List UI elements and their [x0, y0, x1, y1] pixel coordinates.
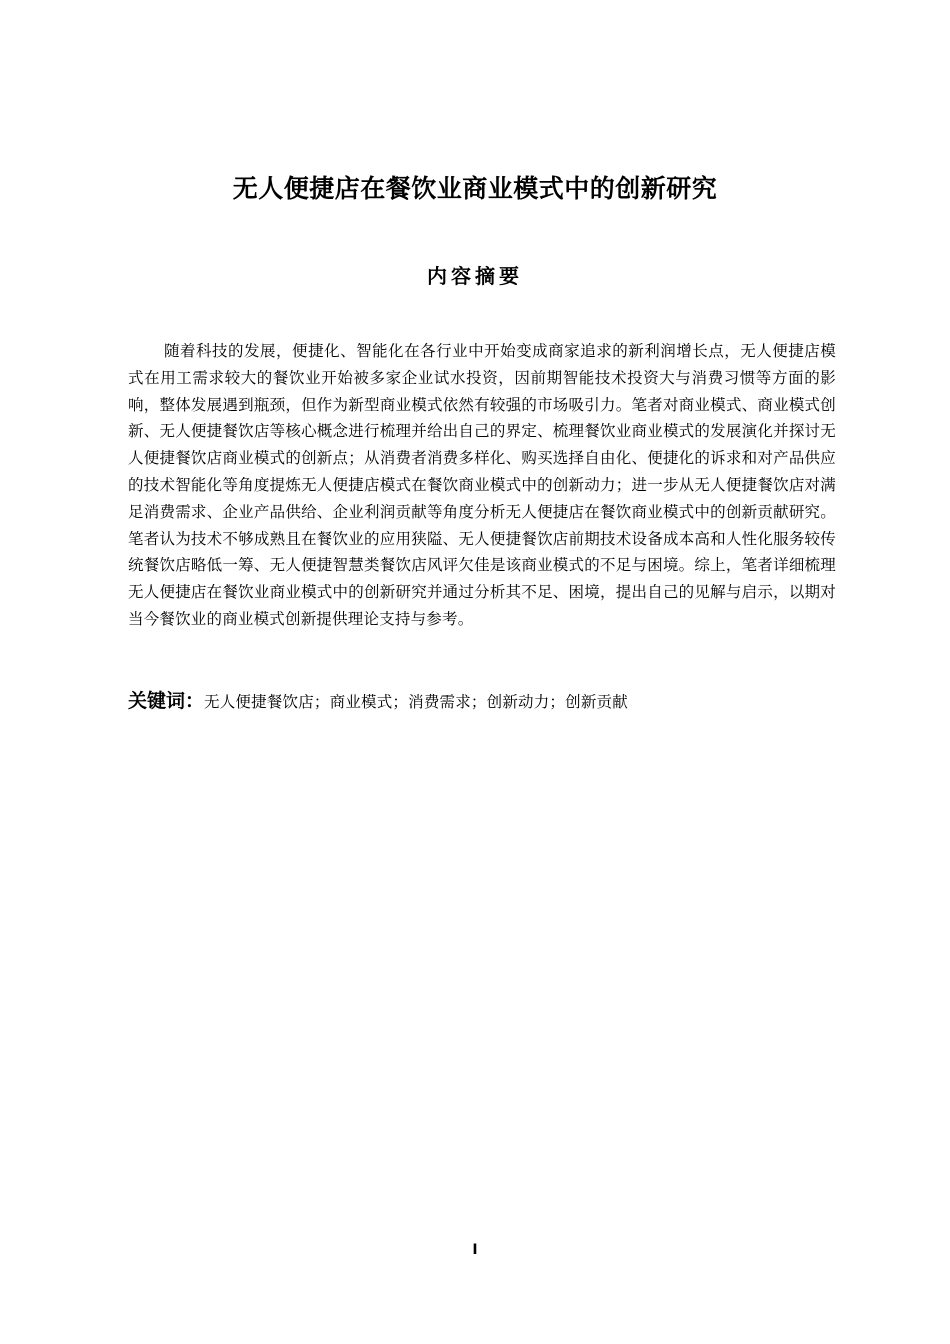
keywords-line — [128, 686, 836, 717]
keywords-label: 关键词： — [128, 690, 205, 712]
abstract-heading: 内容摘要 — [427, 264, 523, 288]
abstract-paragraph: 随着科技的发展，便捷化、智能化在各行业中开始变成商家追求的新利润增长点，无人便捷店模式在用工需求较大的餐饮业开始被多家企业试水投资，因前期智能技术投资大与消费习惯等方面的影响，整体发展遇到瓶颈，但作为新型商业模式依然有较强的市场吸引力。笔者对商业模式、商业模式创新、无人便捷餐饮店等核心概念进行梳理并给出自己的界定、梳理餐饮业商业模式的发展演化并探讨无人便捷餐饮店商业模式的创新点；从消费者消费多样化、购买选择自由化、便捷化的诉求和对产品供应的技术智能化等角度提炼无人便捷店模式在餐饮商业模式中的创新动力；进一步从无人便捷餐饮店对满足消费需求、企业产品供给、企业利润贡献等角度分析无人便捷店在餐饮商业模式中的创新贡献研究。笔者认为技术不够成熟且在餐饮业的应用狭隘、无人便捷餐饮店前期技术设备成本高和人性化服务较传统餐饮店略低一筹、无人便捷智慧类餐饮店风评欠佳是该商业模式的不足与困境。综上，笔者详细梳理无人便捷店在餐饮业商业模式中的创新研究并通过分析其不足、困境，提出自己的见解与启示，以期对当今餐饮业的商业模式创新提供理论支持与参考。 — [128, 342, 836, 628]
keywords-text: 无人便捷餐饮店；商业模式；消费需求；创新动力；创新贡献 — [204, 693, 628, 711]
page-number: I — [472, 1242, 478, 1258]
document-title: 无人便捷店在餐饮业商业模式中的创新研究 — [232, 174, 718, 203]
